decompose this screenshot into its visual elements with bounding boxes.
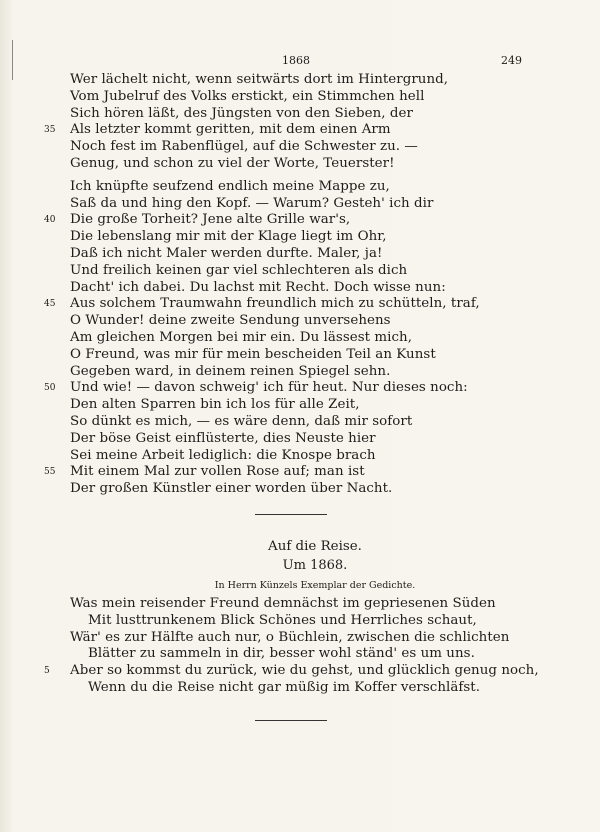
line-text: Sich hören läßt, des Jüngsten von den Sieben, der — [70, 105, 413, 121]
text-line — [70, 397, 540, 414]
section-divider-top — [255, 514, 327, 515]
poem-line — [70, 596, 540, 613]
line-text: Der böse Geist einflüsterte, dies Neuste hier — [70, 430, 376, 446]
line-text: Mit lusttrunkenem Blick Schönes und Herrliches schaut, — [88, 612, 477, 628]
line-text: Den alten Sparren bin ich los für alle Zeit, — [70, 397, 360, 413]
line-text: Am gleichen Morgen bei mir ein. Du lässest mich, — [70, 329, 413, 345]
text-line — [70, 431, 540, 448]
section-divider-bottom — [255, 720, 327, 721]
line-text: Noch fest im Rabenflügel, auf die Schwester zu. — — [70, 139, 418, 155]
line-text: O Freund, was mir für mein bescheiden Teil an Kunst — [70, 346, 436, 362]
text-line — [44, 122, 540, 139]
line-text: Dacht' ich dabei. Du lachst mit Recht. Doch wisse nun: — [70, 279, 446, 295]
line-number: 35 — [44, 125, 56, 136]
line-text: Wär' es zur Hälfte auch nur, o Büchlein, zwischen die schlichten — [70, 629, 510, 645]
text-line — [70, 72, 540, 89]
text-line — [44, 380, 540, 397]
text-line — [44, 296, 540, 313]
page-number: 249 — [501, 54, 522, 67]
text-line — [44, 212, 540, 229]
poem-lines — [44, 596, 540, 697]
line-text: Saß da und hing den Kopf. — Warum? Gesteh' ich dir — [70, 195, 434, 211]
poem-title: Auf die Reise. — [268, 539, 362, 554]
poem-continuation — [44, 72, 540, 498]
line-text: Aus solchem Traumwahn freundlich mich zu schütteln, traf, — [70, 296, 480, 312]
line-text: Genug, und schon zu viel der Worte, Teuerster! — [70, 155, 395, 171]
line-text: Mit einem Mal zur vollen Rose auf; man ist — [70, 464, 365, 480]
poem-dedication: In Herrn Künzels Exemplar der Gedichte. — [214, 580, 416, 591]
line-number: 55 — [44, 467, 56, 478]
poem-line — [70, 646, 540, 663]
line-number: 40 — [44, 215, 56, 226]
line-text: Ich knüpfte seufzend endlich meine Mappe zu, — [70, 178, 390, 194]
line-text: Die lebenslang mir mit der Klage liegt im Ohr, — [70, 229, 387, 245]
line-number: 5 — [44, 666, 50, 677]
header-year: 1868 — [282, 54, 310, 67]
text-line — [70, 414, 540, 431]
text-line — [70, 246, 540, 263]
text-line — [70, 364, 540, 381]
running-header — [0, 54, 600, 70]
line-text: Daß ich nicht Maler werden durfte. Maler, ja! — [70, 245, 383, 261]
text-line — [70, 448, 540, 465]
text-line — [70, 196, 540, 213]
text-line — [44, 464, 540, 481]
poem-line — [70, 613, 540, 630]
text-line — [70, 313, 540, 330]
line-number: 50 — [44, 383, 56, 394]
line-text: Was mein reisender Freund demnächst im gepriesenen Süden — [70, 596, 496, 611]
line-text: Sei meine Arbeit lediglich: die Knospe brach — [70, 447, 376, 463]
line-text: Blätter zu sammeln in dir, besser wohl ständ' es um uns. — [88, 646, 475, 662]
line-text: Aber so kommst du zurück, wie du gehst, und glücklich genug noch, — [70, 663, 539, 679]
line-text: Als letzter kommt geritten, mit dem einen Arm — [70, 122, 391, 138]
line-text: Gegeben ward, in deinem reinen Spiegel sehn. — [70, 363, 391, 379]
text-line — [70, 229, 540, 246]
line-text: Und wie! — davon schweig' ich für heut. Nur dieses noch: — [70, 380, 468, 396]
poem-line — [70, 680, 540, 697]
line-text: Wenn du die Reise nicht gar müßig im Koffer verschläfst. — [88, 679, 481, 695]
line-text: Vom Jubelruf des Volks erstickt, ein Stimmchen hell — [70, 88, 425, 104]
line-text: Und freilich keinen gar viel schlechteren als dich — [70, 262, 408, 278]
text-line — [70, 156, 540, 173]
poem-line — [70, 630, 540, 647]
line-text: So dünkt es mich, — es wäre denn, daß mir sofort — [70, 413, 413, 429]
text-line — [70, 347, 540, 364]
text-line — [70, 330, 540, 347]
poem-date: Um 1868. — [282, 558, 348, 573]
text-line — [70, 481, 540, 498]
text-line — [70, 106, 540, 123]
line-text: Der großen Künstler einer worden über Nacht. — [70, 481, 393, 497]
line-text: Die große Torheit? Jene alte Grille war's, — [70, 212, 351, 228]
text-line — [70, 179, 540, 196]
text-line — [70, 89, 540, 106]
line-text: O Wunder! deine zweite Sendung unversehens — [70, 313, 391, 329]
line-text: Wer lächelt nicht, wenn seitwärts dort im Hintergrund, — [70, 72, 449, 87]
line-number: 45 — [44, 299, 56, 310]
poem-line — [44, 663, 540, 680]
text-line — [70, 280, 540, 297]
text-line — [70, 139, 540, 156]
text-line — [70, 263, 540, 280]
poem-section — [44, 538, 540, 697]
